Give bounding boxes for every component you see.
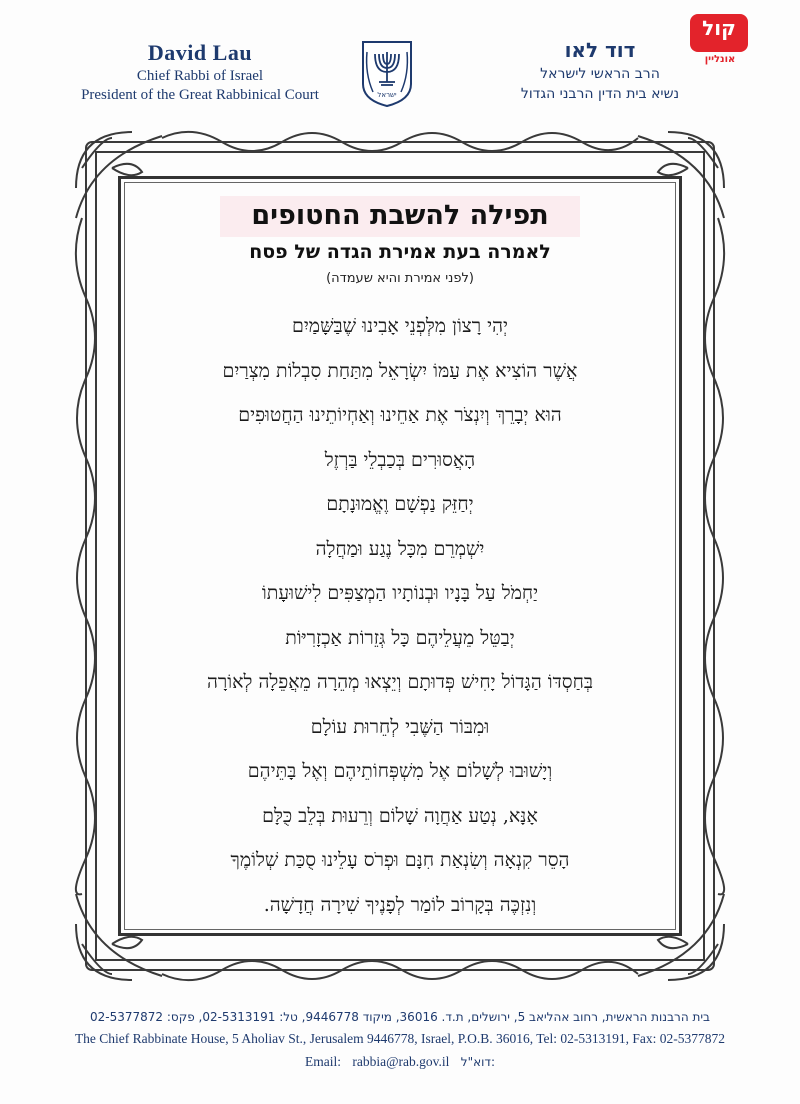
prayer-title: תפילה להשבת החטופים <box>251 200 549 231</box>
prayer-line: יְבַטֵּל מֵעֲלֵיהֶם כָּל גְּזֵרוֹת אַכְזָרִיּוֹת <box>285 626 515 649</box>
logo-text: קול <box>702 16 736 40</box>
rabbi-title-english: Chief Rabbi of Israel <box>136 68 264 84</box>
prayer-line: וְיָשׁוּבוּ לְשָׁלוֹם אֶל מִשְׁפְּחוֹתֵיהֶם וְאֶל בָּתֵּיהֶם <box>247 760 553 782</box>
prayer-line: אָנָּא, נְטַע אַחֲוָה שָׁלוֹם וְרֵעוּת בְּלֵב כֻּלָּם <box>262 804 538 827</box>
footer-address-english: The Chief Rabbinate House, 5 Aholiav St., Jerusalem 9446778, Israel, P.O.B. 36016, Tel: 02-5313191, Fax: 02-5377872 <box>74 1031 726 1046</box>
emblem-text: ישראל <box>377 91 397 99</box>
prayer-line: וּמִבּוֹר הַשֶּׁבִי לְחֵרוּת עוֹלָם <box>310 715 490 738</box>
title-highlight <box>220 196 580 237</box>
rabbi-name-english: David Lau <box>147 40 253 65</box>
prayer-line: יַחְמֹל עַל בָּנָיו וּבְנוֹתָיו הַמְצַפִּים לִישׁוּעָתוֹ <box>261 582 539 604</box>
email-label-hebrew: דוא"ל: <box>460 1055 495 1069</box>
rabbi-title-hebrew: הרב הראשי לישראל <box>540 66 660 82</box>
prayer-line: אֲשֶׁר הוֹצִיא אֶת עַמּוֹ יִשְׂרָאֵל מִתַּחַת סִבְלוֹת מִצְרַיִם <box>222 359 578 382</box>
letterhead-english <box>70 40 330 104</box>
email-label-english: Email: <box>304 1054 341 1069</box>
rabbi-position-hebrew: נשיא בית הדין הרבני הגדול <box>520 86 680 102</box>
logo-subtext: אונליין <box>704 54 736 65</box>
prayer-content <box>136 190 664 927</box>
prayer-line: בְּחַסְדּוֹ הַגָּדוֹל יָחִישׁ פְּדוּתָם וְיֵצְאוּ מְהֵרָה מֵאֲפֵלָה לְאוֹרָה <box>207 671 593 693</box>
prayer-line: הָסֵר קִנְאָה וְשִׂנְאַת חִנָּם וּפְרֹס עָלֵינוּ סֻכַּת שְׁלוֹמֶךָ <box>230 849 570 871</box>
footer-email-line <box>60 1054 740 1070</box>
prayer-lines <box>136 304 664 927</box>
footer-address-hebrew: בית הרבנות הראשית, רחוב אהליאב 5, ירושלים, ת.ד. 36016, מיקוד 9446778, טל: 02-5313191, פקס: 02-5377872 <box>90 1010 710 1024</box>
prayer-line: וְנִזְכֶּה בְּקָרוֹב לוֹמַר לְפָנֶיךָ שִׁירָה חֲדָשָׁה. <box>263 893 537 916</box>
prayer-subtitle: לאמרה בעת אמירת הגדה של פסח <box>249 241 551 263</box>
rabbi-position-english: President of the Great Rabbinical Court <box>81 87 319 103</box>
prayer-line: הוּא יְבָרֵךְ וְיִנְצֹר אֶת אַחֵינוּ וְאַחְיוֹתֵינוּ הַחֲטוּפִים <box>238 404 562 426</box>
prayer-line: יִשְׁמְרֵם מִכָּל נֶגַע וּמַחֲלָה <box>315 537 485 560</box>
prayer-line: יְחַזֵּק נַפְשָׁם וֶאֱמוּנָתָם <box>326 493 474 515</box>
footer <box>60 1010 740 1070</box>
prayer-note: (לפני אמירת והיא שעמדה) <box>326 271 474 286</box>
prayer-line: הָאֲסוּרִים בְּכַבְלֵי בַּרְזֶל <box>324 448 476 471</box>
prayer-line: יְהִי רָצוֹן מִלְּפְנֵי אָבִינוּ שֶׁבַּשָּׁמַיִם <box>291 315 509 337</box>
rabbi-name-hebrew: דוד לאו <box>564 38 636 62</box>
kol-chai-logo-icon <box>690 14 750 68</box>
email-link[interactable]: rabbia@rab.gov.il <box>352 1054 450 1069</box>
state-emblem-icon <box>357 38 417 108</box>
